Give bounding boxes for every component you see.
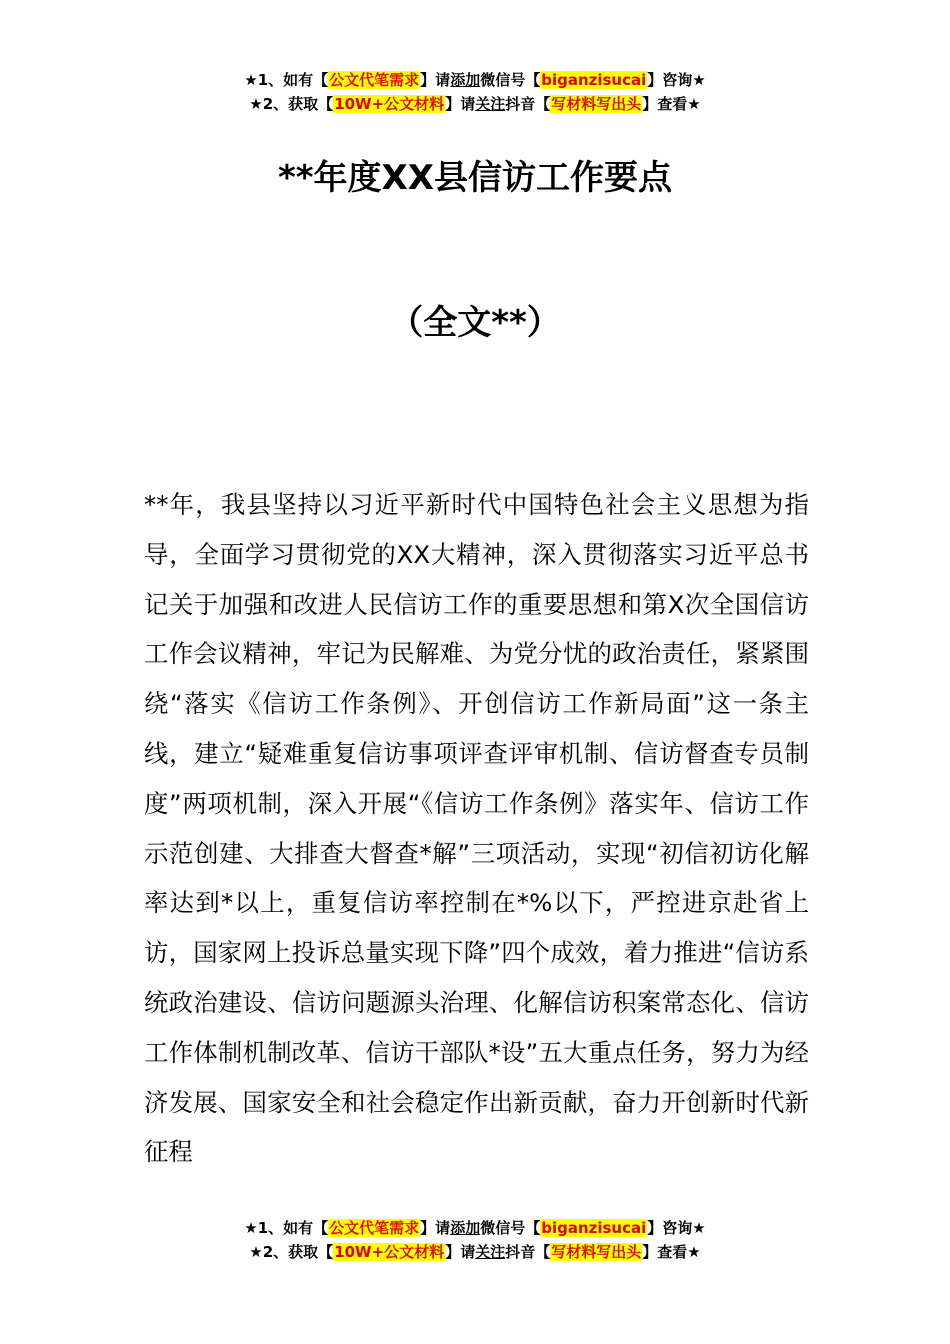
banner-text: ★1、如有【 bbox=[244, 71, 329, 89]
underlined-text: 关注 bbox=[475, 1243, 506, 1261]
banner-text: 】查看★ bbox=[642, 1243, 701, 1261]
underlined-text: 关注 bbox=[475, 95, 506, 113]
wechat-id: biganzisucai bbox=[541, 71, 647, 89]
top-banner bbox=[0, 68, 950, 116]
highlight-text: 10W+公文材料 bbox=[334, 1243, 445, 1261]
banner-line-1 bbox=[0, 1216, 950, 1240]
banner-text: 】查看★ bbox=[642, 95, 701, 113]
banner-line-1 bbox=[0, 68, 950, 92]
banner-text: 】请 bbox=[445, 95, 476, 113]
banner-text: 抖音【 bbox=[505, 95, 551, 113]
page-title: **年度XX县信访工作要点 bbox=[278, 158, 672, 198]
banner-text: ★2、获取【 bbox=[249, 95, 334, 113]
douyin-account: 写材料写出头 bbox=[551, 1243, 642, 1261]
banner-line-2 bbox=[0, 1240, 950, 1264]
banner-text: 】请 bbox=[420, 71, 451, 89]
body-paragraph: **年，我县坚持以习近平新时代中国特色社会主义思想为指导，全面学习贯彻党的XX大精神，深入贯彻落实习近平总书记关于加强和改进人民信访工作的重要思想和第X次全国信访工作会议精神，牢记为民解难、为党分忧的政治责任，紧紧围绕“落实《信访工作条例》、开创信访工作新局面”这一条主线，建立“疑难重复信访事项评查评审机制、信访督查专员制度”两项机制，深入开展“《信访工作条例》落实年、信访工作示范创建、大排查大督查*解”三项活动，实现“初信初访化解率达到*以上，重复信访率控制在*%以下，严控进京赴省上访，国家网上投诉总量实现下降”四个成效，着力推进“信访系统政治建设、信访问题源头治理、化解信访积案常态化、信访工作体制机制改革、信访干部队*设”五大重点任务，努力为经济发展、国家安全和社会稳定作出新贡献，奋力开创新时代新征程 bbox=[144, 490, 809, 1167]
page-subtitle: （全文**） bbox=[389, 303, 561, 343]
banner-text: 】咨询★ bbox=[647, 71, 706, 89]
highlight-text: 10W+公文材料 bbox=[334, 95, 445, 113]
banner-text: ★1、如有【 bbox=[244, 1219, 329, 1237]
wechat-id: biganzisucai bbox=[541, 1219, 647, 1237]
banner-text: 抖音【 bbox=[505, 1243, 551, 1261]
underlined-text: 添加 bbox=[450, 1219, 481, 1237]
banner-text: 】请 bbox=[420, 1219, 451, 1237]
banner-text: 微信号【 bbox=[480, 71, 541, 89]
banner-text: 】请 bbox=[445, 1243, 476, 1261]
banner-line-2 bbox=[0, 92, 950, 116]
highlight-text: 公文代笔需求 bbox=[329, 71, 420, 89]
banner-text: ★2、获取【 bbox=[249, 1243, 334, 1261]
banner-text: 】咨询★ bbox=[647, 1219, 706, 1237]
bottom-banner bbox=[0, 1216, 950, 1264]
banner-text: 微信号【 bbox=[480, 1219, 541, 1237]
douyin-account: 写材料写出头 bbox=[551, 95, 642, 113]
underlined-text: 添加 bbox=[450, 71, 481, 89]
highlight-text: 公文代笔需求 bbox=[329, 1219, 420, 1237]
